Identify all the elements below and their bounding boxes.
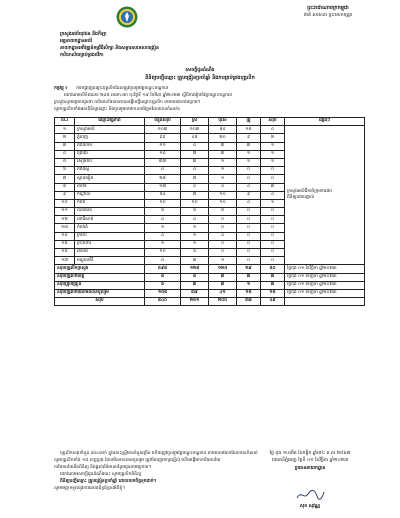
cell-no: ១៦: [55, 249, 75, 257]
summary-value: ៣: [261, 281, 285, 289]
summary-value: ១៥: [261, 289, 285, 297]
cell-value: ០: [209, 216, 237, 224]
grand-total-label: សរុប: [55, 298, 145, 306]
cell-no: ១៧: [55, 257, 75, 265]
cell-value: ៤: [261, 191, 285, 199]
summary-value: ៣: [181, 281, 209, 289]
cell-value: ០: [209, 240, 237, 248]
grand-total-value: ២០០: [209, 298, 237, 306]
col-header-teacher: គ្រូ: [237, 118, 261, 126]
summary-value: ៣: [209, 281, 237, 289]
cell-value: ០: [261, 167, 285, 175]
col-header-no: ល.រ: [55, 118, 75, 126]
cell-value: ០: [237, 249, 261, 257]
summary-row: [55, 289, 365, 297]
grand-total-value: ២៥១: [181, 298, 209, 306]
summary-label: សរុបបុគ្គលិកខេត្ត: [55, 273, 145, 281]
summary-row: [55, 265, 365, 273]
signer-role: ប្រធាននាយកដ្ឋាន: [294, 466, 326, 471]
col-header-unit: ឈ្មោះអង្គភាព: [75, 118, 145, 126]
cell-value: ១: [145, 240, 181, 248]
cell-value: ៤: [209, 183, 237, 191]
org-line-1: ក្រសួងអប់រំយុវជន និងកីឡា: [60, 32, 107, 37]
cell-no: ៨: [55, 183, 75, 191]
cell-value: ១: [181, 240, 209, 248]
cell-value: ៤: [181, 183, 209, 191]
cell-value: ១: [145, 224, 181, 232]
handwritten-signature: [295, 488, 325, 502]
cell-no: ១២: [55, 216, 75, 224]
footer-line-1: បុគ្គលិកសរុបចំនួន ៨៤០នាក់ ក្នុងនោះស្ត្រីមានចំនួនច្រើន ហើយត្រូវចូលរួមវគ្គបណ្ដុះបណ្ដាល តាមពេលវេលាដែលបានកំណត់: [60, 451, 258, 456]
cell-value: ០: [261, 216, 285, 224]
cell-unit: កំពង់ធំ: [75, 224, 145, 232]
cell-value: ៧: [181, 175, 209, 183]
cell-value: ០: [261, 208, 285, 216]
cell-value: ៦: [181, 208, 209, 216]
cell-no: ៤: [55, 150, 75, 158]
cell-value: ១០: [209, 191, 237, 199]
cell-value: ៤: [261, 126, 285, 134]
cell-no: ១១: [55, 208, 75, 216]
summary-date-note: ថ្ងៃពុធ ០១ ខែវិច្ឆិកា ឆ្នាំ២០២៣: [285, 265, 365, 273]
cell-value: ១០: [145, 199, 181, 207]
summary-date-note: ថ្ងៃពុធ ០១ ខែវិច្ឆិកា ឆ្នាំ២០២៣: [285, 273, 365, 281]
cell-no: ១: [55, 126, 75, 134]
cell-value: ៦: [181, 249, 209, 257]
intro-line-3: ក្រសួងសូមជម្រាបជូនថា ការិយាល័យនានាបានផ្ញើបញ្ជីឈ្មោះបុគ្គលិក តាមតារាងខាងក្រោម។: [54, 100, 201, 105]
side-note: [285, 126, 365, 265]
col-header-total: ចំនួនសរុប: [145, 118, 181, 126]
cell-unit: ក្រសួងអប់រំ: [75, 126, 145, 134]
summary-label: សរុបគ្រូបង្រៀន: [55, 281, 145, 289]
summary-value: ៣: [209, 273, 237, 281]
cell-unit: រតនគិរី: [75, 249, 145, 257]
date-lunar: ថ្ងៃ ពុធ ១០កើត ខែកត្តិក ឆ្នាំថោះ ព.ស ២៥៦៧: [269, 451, 351, 456]
summary-value: ៣: [261, 273, 285, 281]
cell-value: ១០៣: [145, 126, 181, 134]
cell-value: ០: [261, 232, 285, 240]
cell-value: ១: [237, 150, 261, 158]
cell-value: ៩: [237, 134, 261, 142]
cell-value: ០: [237, 167, 261, 175]
col-header-sum: សរុប: [261, 118, 285, 126]
cell-unit: បាត់ដំបង: [75, 208, 145, 216]
cell-value: ១១: [145, 142, 181, 150]
table-row: [55, 126, 365, 134]
footer-line-5: ពិនិត្យបញ្ជីឈ្មោះ គ្រូបង្រៀនប្រចាំឆ្នាំ ដោយយកចិត្តទុកដាក់។: [60, 479, 157, 484]
staff-table: [54, 117, 365, 306]
footer-line-4: យោងតាមសេចក្ដីជូនដំណឹងនេះ សូមបុគ្គលិកពិនិត្យ: [60, 472, 142, 477]
cell-value: ៤: [237, 199, 261, 207]
summary-row: [55, 273, 365, 281]
col-header-other: ផ្សេងៗ: [285, 118, 365, 126]
cell-value: ០: [261, 257, 285, 265]
cell-value: ០: [237, 224, 261, 232]
intro-line-4: សូមបុគ្គលិកទាំងអស់ពិនិត្យឈ្មោះ និងចូលរួមតាមកាលបរិច្ឆេទដែលបានកំណត់៖: [54, 107, 180, 112]
summary-value: ៣៩: [181, 289, 209, 297]
cell-no: ១០: [55, 199, 75, 207]
cell-value: ៣: [209, 150, 237, 158]
cell-value: ៩: [237, 191, 261, 199]
cell-value: ២០: [209, 134, 237, 142]
cell-value: ៥: [209, 208, 237, 216]
summary-date-note: ថ្ងៃពុធ ០១ ខែវិច្ឆិកា ឆ្នាំ២០២៣: [285, 289, 365, 297]
summary-value: ៦: [145, 281, 181, 289]
cell-value: ១៤: [145, 150, 181, 158]
cell-value: ១: [209, 158, 237, 166]
cell-value: ៤: [237, 183, 261, 191]
org-line-2: អគ្គនាយកដ្ឋានអប់រំ: [60, 39, 93, 44]
summary-value: ១៥៨: [145, 289, 181, 297]
cell-value: ៣: [209, 142, 237, 150]
cell-value: ៤: [181, 167, 209, 175]
summary-label: សរុបបុគ្គលិកដែលមិនបានចូលរួម: [55, 289, 145, 297]
cell-value: ៦: [145, 208, 181, 216]
cell-value: ៤: [181, 142, 209, 150]
ministry-logo-icon: [116, 6, 138, 28]
cell-no: ៦: [55, 167, 75, 175]
cell-value: ០: [237, 175, 261, 183]
cell-value: ៤: [145, 232, 181, 240]
side-note-line-2: ពិនិត្យដោយផ្ទាល់: [287, 195, 315, 201]
cell-value: ១: [209, 167, 237, 175]
cell-value: ១០: [209, 199, 237, 207]
cell-value: ០: [237, 208, 261, 216]
cell-value: ២: [261, 134, 285, 142]
grand-total-row: [55, 298, 365, 306]
org-line-3: នាយកដ្ឋានអភិវឌ្ឍន៍កម្មវិធីសិក្សា និងសម្ភារឧបទេសបង្រៀន: [60, 46, 159, 51]
cell-value: ៣: [261, 183, 285, 191]
cell-value: ០: [237, 232, 261, 240]
cell-value: ០: [209, 249, 237, 257]
cell-value: ០: [261, 175, 285, 183]
cell-value: ៤៨: [181, 134, 209, 142]
cell-unit: កំពត: [75, 199, 145, 207]
grand-total-value: ៤៩: [261, 298, 285, 306]
document-subtitle: ពិនិត្យបញ្ជីឈ្មោះ គ្រូបង្រៀនប្រចាំឆ្នាំ និងការគ្រប់គ្រងបុគ្គលិក: [145, 75, 255, 81]
cell-value: ១០៣: [181, 126, 209, 134]
summary-value: ១២៥: [209, 265, 237, 273]
cell-value: ១៧: [145, 183, 181, 191]
cell-no: ១៥: [55, 240, 75, 248]
summary-row: [55, 281, 365, 289]
cell-unit: ព្រះវិហារ: [75, 240, 145, 248]
cell-value: ៨៤: [209, 126, 237, 134]
footer-line-3: ការិយាល័យនឹងពិនិត្យ និងផ្តល់ព័ត៌មានបន្ថែមជូនតាមក្រោយ។: [54, 465, 152, 470]
table-header-row: [55, 118, 365, 126]
intro-line-1: ការបង្ហាញឈ្មោះបុគ្គលិកដែលត្រូវចូលរួមវគ្គបណ្ដុះបណ្ដាល: [76, 86, 169, 91]
cell-value: ៤: [209, 232, 237, 240]
cell-value: ០: [209, 224, 237, 232]
cell-no: ២: [55, 134, 75, 142]
col-header-male: បុរស: [209, 118, 237, 126]
cell-value: ៣: [181, 158, 209, 166]
cell-value: ៧: [181, 150, 209, 158]
intro-line-2: យោងតាមលិខិតលេខ ២៤៥ អយក.អក ចុះថ្ងៃទី ១៩ ខែមីនា ឆ្នាំ២០២៣ ស្ដីពីការរៀបចំវគ្គបណ្ដុះបណ្ដាល: [64, 93, 233, 98]
cell-value: ១: [261, 158, 285, 166]
col-header-female: ស្រី: [181, 118, 209, 126]
cell-value: ០: [237, 257, 261, 265]
summary-value: ៥៩៨: [145, 265, 181, 273]
cell-value: ០: [261, 224, 285, 232]
cell-unit: ភ្នំពេញ: [75, 134, 145, 142]
cell-value: ០: [237, 216, 261, 224]
cell-unit: មណ្ឌលគិរី: [75, 257, 145, 265]
summary-value: ៣: [237, 273, 261, 281]
side-note-line-1: ក្រសួងអប់រំដឹកនាំក្រុមការងារ: [287, 188, 332, 194]
cell-value: ១: [237, 158, 261, 166]
kingdom-line1: ព្រះរាជាណាចក្រកម្ពុជា: [307, 5, 349, 11]
cell-unit: សៀមរាប: [75, 158, 145, 166]
summary-value: ៤១: [209, 289, 237, 297]
cell-no: ៧: [55, 175, 75, 183]
grand-total-blank: [285, 298, 365, 306]
cell-value: ១៥: [237, 126, 261, 134]
summary-value: ៨: [145, 273, 181, 281]
cell-value: ១: [209, 257, 237, 265]
cell-value: ១០: [181, 199, 209, 207]
cell-value: ៣: [181, 257, 209, 265]
cell-unit: ព្រៃវែង: [75, 150, 145, 158]
cell-value: ៣: [237, 142, 261, 150]
cell-unit: តាកែវ: [75, 183, 145, 191]
date-solar: រាជធានីភ្នំពេញ ថ្ងៃទី ០១ ខែវិច្ឆិកា ឆ្នាំ២០២៣: [271, 458, 349, 463]
kingdom-header: [283, 6, 373, 18]
summary-value: ១៥: [237, 289, 261, 297]
cell-value: ៤: [145, 257, 181, 265]
cell-no: ៩: [55, 191, 75, 199]
cell-value: ១០: [145, 249, 181, 257]
summary-label: សរុបបុគ្គលិកក្រសួង: [55, 265, 145, 273]
summary-date-note: ថ្ងៃពុធ ០១ ខែវិច្ឆិកា ឆ្នាំ២០២៣: [285, 281, 365, 289]
signer-name: សុខ សុវណ្ណ: [299, 504, 321, 509]
cell-value: ៦៤: [145, 191, 181, 199]
cell-value: ៧: [181, 191, 209, 199]
grand-total-value: ៨៤០: [145, 298, 181, 306]
cell-value: ០: [261, 249, 285, 257]
cell-no: ១៣: [55, 224, 75, 232]
cell-no: ៣: [55, 142, 75, 150]
cell-value: ១: [261, 199, 285, 207]
summary-value: ១: [237, 281, 261, 289]
summary-value: ២៩: [237, 265, 261, 273]
grand-total-value: ៣៨: [237, 298, 261, 306]
cell-value: ៩៩: [145, 134, 181, 142]
org-line-4: ការិយាល័យគ្រប់គ្រងថវិកា: [60, 53, 104, 58]
cell-value: ១: [209, 175, 237, 183]
document-title: សេចក្ដីជូនដំណឹង: [185, 68, 215, 73]
summary-value: ៥០: [261, 265, 285, 273]
cell-unit: ក្រចេះ: [75, 232, 145, 240]
footer-line-2: សូមបុគ្គលិកទាំង ១៥ ខេត្តក្រុង ដែលមិនទាន់បានចូលរួម ត្រូវបំពេញពាក្យស្នើសុំ ហើយផ្ញើមកការិយាល័យ: [54, 458, 221, 463]
cell-value: ១: [261, 142, 285, 150]
cell-value: ១: [181, 224, 209, 232]
cell-value: ០: [261, 240, 285, 248]
cell-value: ៤: [181, 216, 209, 224]
cell-no: ១៤: [55, 232, 75, 240]
cell-value: ២៨: [145, 175, 181, 183]
footer-line-6: សូមមេត្តាទទួលនូវការគោរពដ៏ខ្ពង់ខ្ពស់អំពីខ្ញុំ។: [54, 486, 126, 491]
cell-unit: កណ្ដាល: [75, 191, 145, 199]
cell-value: ៤: [145, 216, 181, 224]
summary-value: ៨: [181, 273, 209, 281]
cell-value: ១: [181, 232, 209, 240]
cell-no: ៥: [55, 158, 75, 166]
cell-unit: កំពង់ស្ពឺ: [75, 167, 145, 175]
cell-unit: ស្វាយរៀង: [75, 175, 145, 183]
cell-value: ៣៣: [145, 158, 181, 166]
cell-value: ១: [261, 150, 285, 158]
cell-value: ០: [237, 240, 261, 248]
cell-value: ៤: [145, 167, 181, 175]
cell-unit: កំពង់ចាម: [75, 142, 145, 150]
summary-value: ១២៨: [181, 265, 209, 273]
kingdom-line2: ជាតិ សាសនា ព្រះមហាក្សត្រ: [303, 13, 353, 18]
cell-unit: ពោធិ៍សាត់: [75, 216, 145, 224]
intro-label: កម្មវត្ថុ ៖: [54, 86, 68, 91]
